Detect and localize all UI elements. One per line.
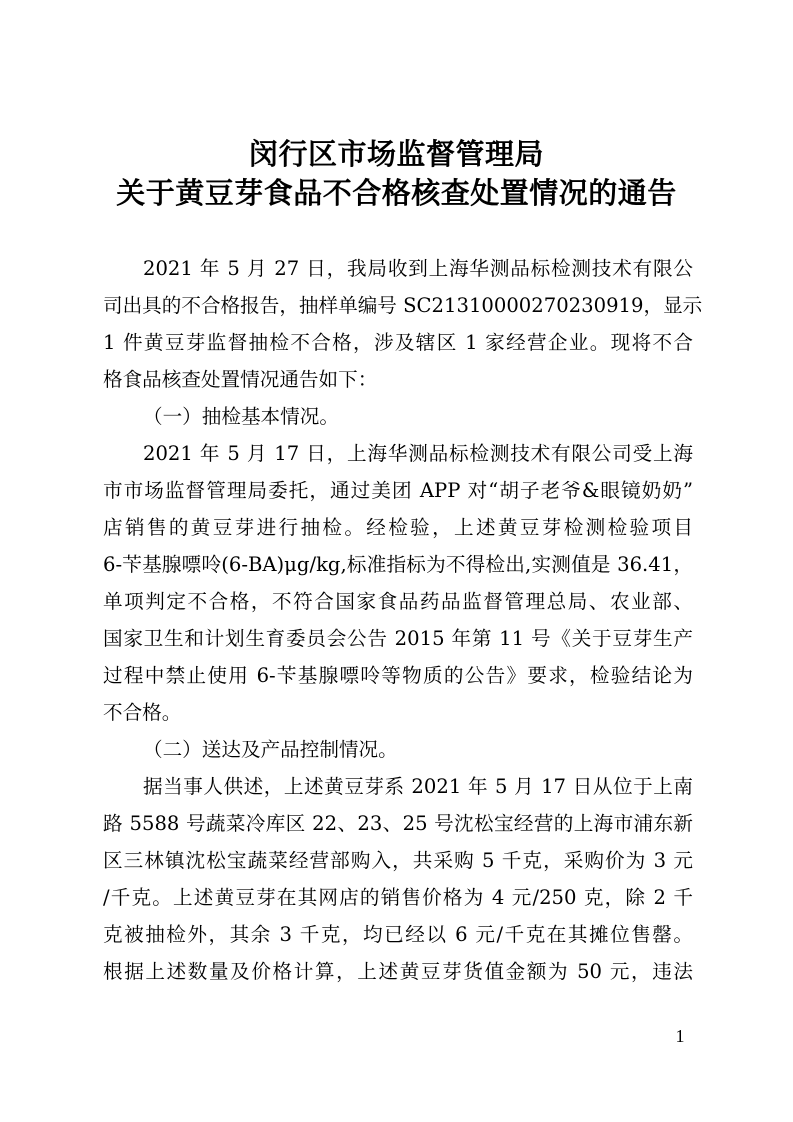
section-heading: （二）送达及产品控制情况。 — [143, 738, 398, 761]
page-number: 1 — [675, 1026, 685, 1046]
document-body — [103, 0, 703, 1122]
body-line: 单项判定不合格，不符合国家食品药品监督管理总局、农业部、 — [103, 590, 693, 613]
body-line: 司出具的不合格报告，抽样单编号 SC21310000270230919，显示 — [103, 294, 703, 317]
body-line: 不合格。 — [103, 701, 182, 724]
body-line: 区三林镇沈松宝蔬菜经营部购入，共采购 5 千克，采购价为 3 元 — [103, 849, 693, 872]
body-line: 格食品核查处置情况通告如下： — [103, 368, 378, 391]
document-title-line-2: 关于黄豆芽食品不合格核查处置情况的通告 — [116, 176, 677, 210]
body-line: 过程中禁止使用 6-苄基腺嘌呤等物质的公告》要求，检验结论为 — [103, 664, 693, 687]
body-line: 国家卫生和计划生育委员会公告 2015 年第 11 号《关于豆芽生产 — [103, 627, 693, 650]
body-line: 2021 年 5 月 17 日，上海华测品标检测技术有限公司受上海 — [143, 442, 693, 465]
body-line: 6-苄基腺嘌呤(6-BA)μg/kg,标准指标为不得检出,实测值是 36.41， — [103, 553, 693, 576]
body-line: 店销售的黄豆芽进行抽检。经检验，上述黄豆芽检测检验项目 — [103, 516, 693, 539]
body-line: 市市场监督管理局委托，通过美团 APP 对“胡子老爷&眼镜奶奶” — [103, 479, 693, 502]
body-line: 1 件黄豆芽监督抽检不合格，涉及辖区 1 家经营企业。现将不合 — [103, 331, 693, 354]
body-line: 据当事人供述，上述黄豆芽系 2021 年 5 月 17 日从位于上南 — [143, 775, 693, 798]
body-line: 2021 年 5 月 27 日，我局收到上海华测品标检测技术有限公 — [143, 257, 693, 280]
body-line: 根据上述数量及价格计算，上述黄豆芽货值金额为 50 元，违法 — [103, 960, 693, 983]
section-heading: （一）抽检基本情况。 — [143, 405, 339, 428]
document-title-line-1: 闵行区市场监督管理局 — [248, 137, 544, 171]
body-line: 克被抽检外，其余 3 千克，均已经以 6 元/千克在其摊位售罄。 — [103, 923, 693, 946]
body-line: /千克。上述黄豆芽在其网店的销售价格为 4 元/250 克，除 2 千 — [103, 886, 693, 909]
body-line: 路 5588 号蔬菜冷库区 22、23、25 号沈松宝经营的上海市浦东新 — [103, 812, 693, 835]
